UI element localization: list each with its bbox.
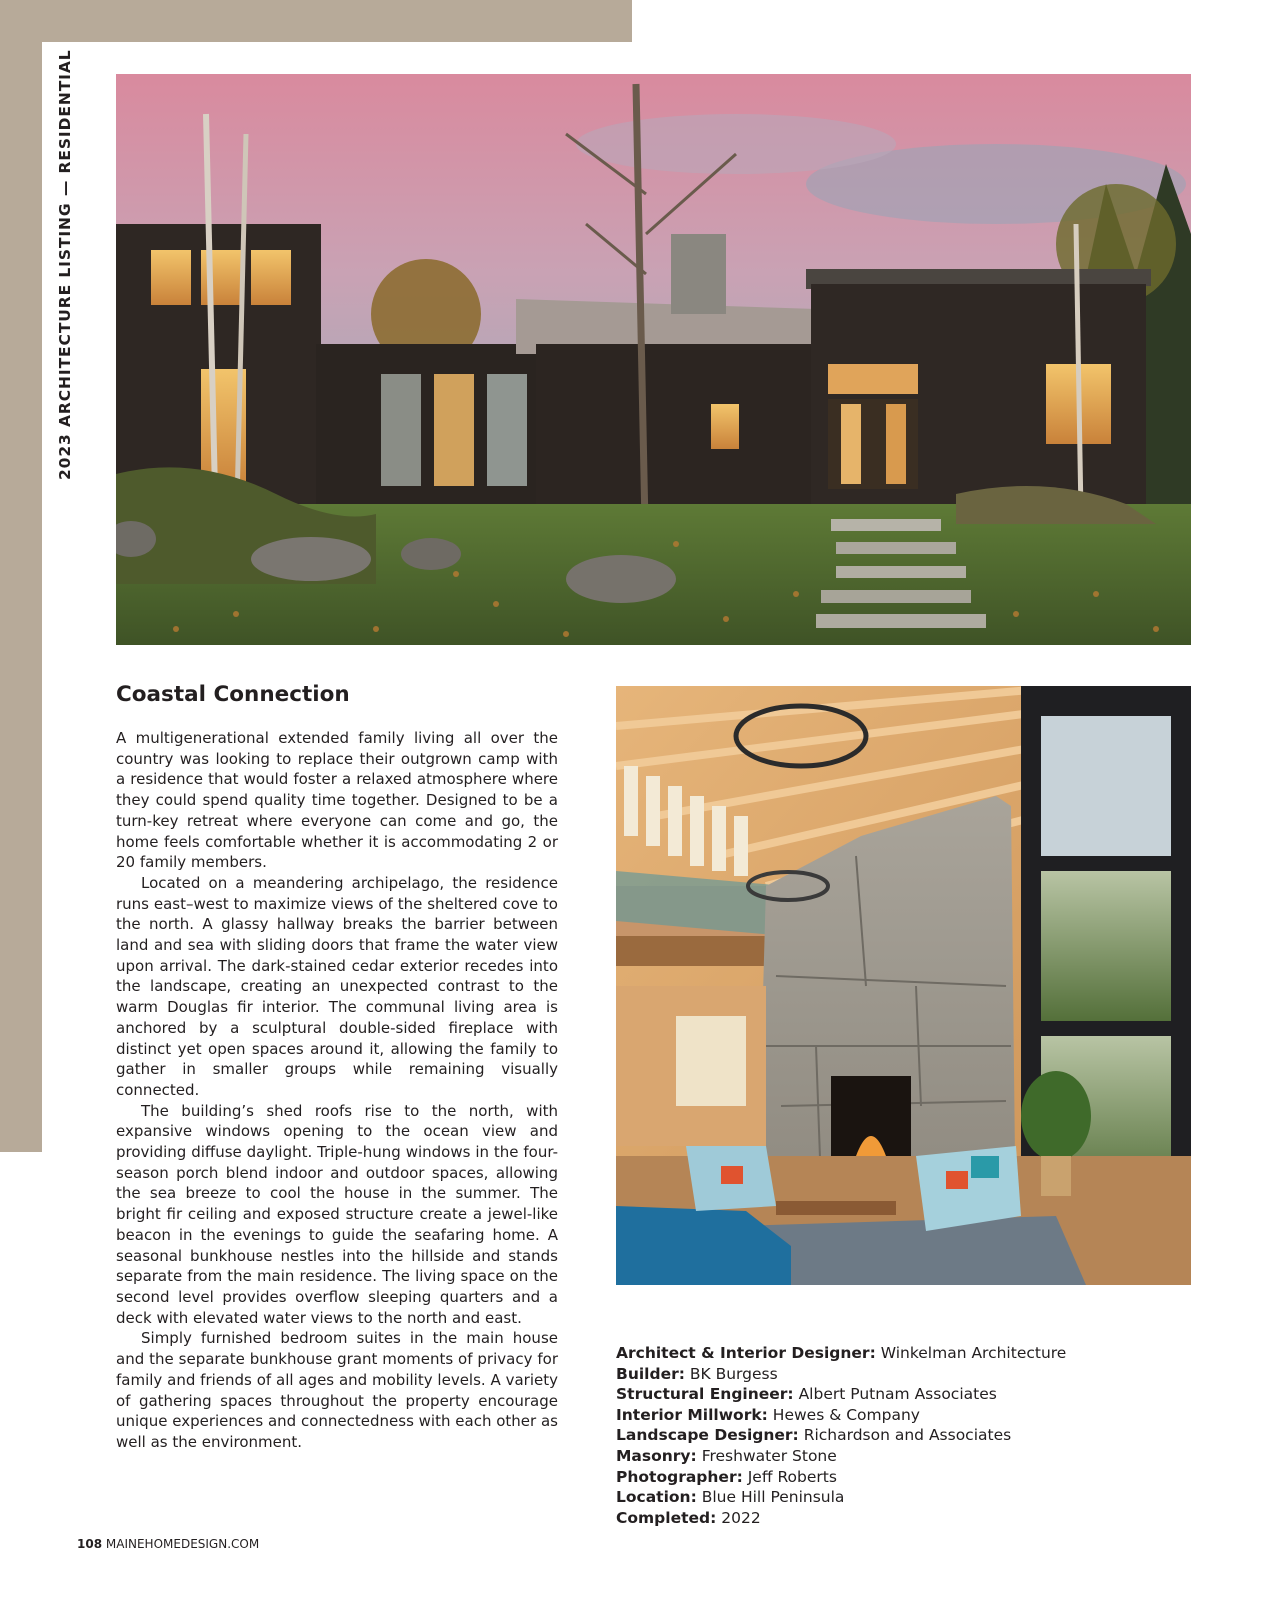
- credit-row: [616, 1405, 1176, 1426]
- section-label: 2023 ARCHITECTURE LISTING — RESIDENTIAL: [56, 49, 74, 480]
- article-paragraph: Located on a meandering archipelago, the residence runs east–west to maximize views of the sheltered cove to the north. A glassy hallway breaks the barrier between land and sea with sliding doors that frame the water view upon arrival. The dark-stained cedar exterior recedes into the landscape, creating an unexpected contrast to the warm Douglas fir interior. The communal living area is anchored by a sculptural double-sided fireplace with distinct yet open spaces around it, allowing the family to gather in smaller groups while remaining visually connected.: [116, 873, 558, 1099]
- credit-label: Structural Engineer:: [616, 1385, 794, 1404]
- article-body: [116, 728, 558, 1453]
- project-credits: [616, 1343, 1176, 1528]
- credit-value: Winkelman Architecture: [880, 1344, 1067, 1362]
- credit-value: 2022: [721, 1508, 761, 1527]
- credit-value: BK Burgess: [689, 1364, 778, 1383]
- credit-row: [616, 1343, 1176, 1364]
- credit-label: Masonry:: [616, 1446, 697, 1465]
- credit-row: [616, 1364, 1176, 1385]
- credit-row: [616, 1487, 1176, 1508]
- credit-label: Photographer:: [616, 1467, 743, 1486]
- credit-value: Albert Putnam Associates: [798, 1385, 997, 1404]
- credit-value: Richardson and Associates: [803, 1426, 1012, 1445]
- top-color-block: [0, 0, 632, 42]
- credit-row: [616, 1467, 1176, 1488]
- interior-living-room-photo: [616, 686, 1191, 1285]
- article-paragraph: Simply furnished bedroom suites in the main house and the separate bunkhouse grant moments of privacy for family and friends of all ages and mobility levels. A variety of gathering spaces throughout the property encourage unique experiences and connectedness with each other as well as the environment.: [116, 1329, 558, 1451]
- credit-row: [616, 1446, 1176, 1467]
- footer-site-link[interactable]: MAINEHOMEDESIGN.COM: [105, 1537, 260, 1551]
- credit-label: Builder:: [616, 1364, 685, 1383]
- credit-row: [616, 1384, 1176, 1405]
- page-footer: [77, 1537, 259, 1551]
- exterior-house-photo: [116, 74, 1191, 645]
- credit-label: Landscape Designer:: [616, 1426, 799, 1445]
- article-paragraph: A multigenerational extended family living all over the country was looking to replace their outgrown camp with a residence that would foster a relaxed atmosphere where they could spend quality time together. Designed to be a turn-key retreat where everyone can come and go, the home feels comfortable whether it is accommodating 2 or 20 family members.: [116, 729, 558, 872]
- credit-label: Interior Millwork:: [616, 1405, 768, 1424]
- credit-value: Blue Hill Peninsula: [701, 1488, 845, 1507]
- side-color-bar: [0, 42, 42, 1152]
- credit-value: Hewes & Company: [772, 1405, 920, 1424]
- credit-value: Freshwater Stone: [701, 1446, 837, 1465]
- credit-row: [616, 1425, 1176, 1446]
- credit-label: Architect & Interior Designer:: [616, 1344, 876, 1362]
- article-paragraph: The building’s shed roofs rise to the north, with expansive windows opening to the ocean view and providing diffuse daylight. Triple-hung windows in the four-season porch blend indoor and outdoor spaces, allowing the sea breeze to cool the house in the summer. The bright fir ceiling and exposed structure create a jewel-like beacon in the evenings to guide the seafaring home. A seasonal bunkhouse nestles into the hillside and stands separate from the main residence. The living space on the second level provides overflow sleeping quarters and a deck with elevated water views to the north and east.: [116, 1101, 558, 1327]
- page-number: 108: [77, 1537, 103, 1551]
- credit-row: [616, 1508, 1176, 1529]
- credit-label: Location:: [616, 1488, 697, 1507]
- article-title: Coastal Connection: [116, 682, 350, 707]
- credit-value: Jeff Roberts: [747, 1467, 837, 1486]
- credit-label: Completed:: [616, 1508, 717, 1527]
